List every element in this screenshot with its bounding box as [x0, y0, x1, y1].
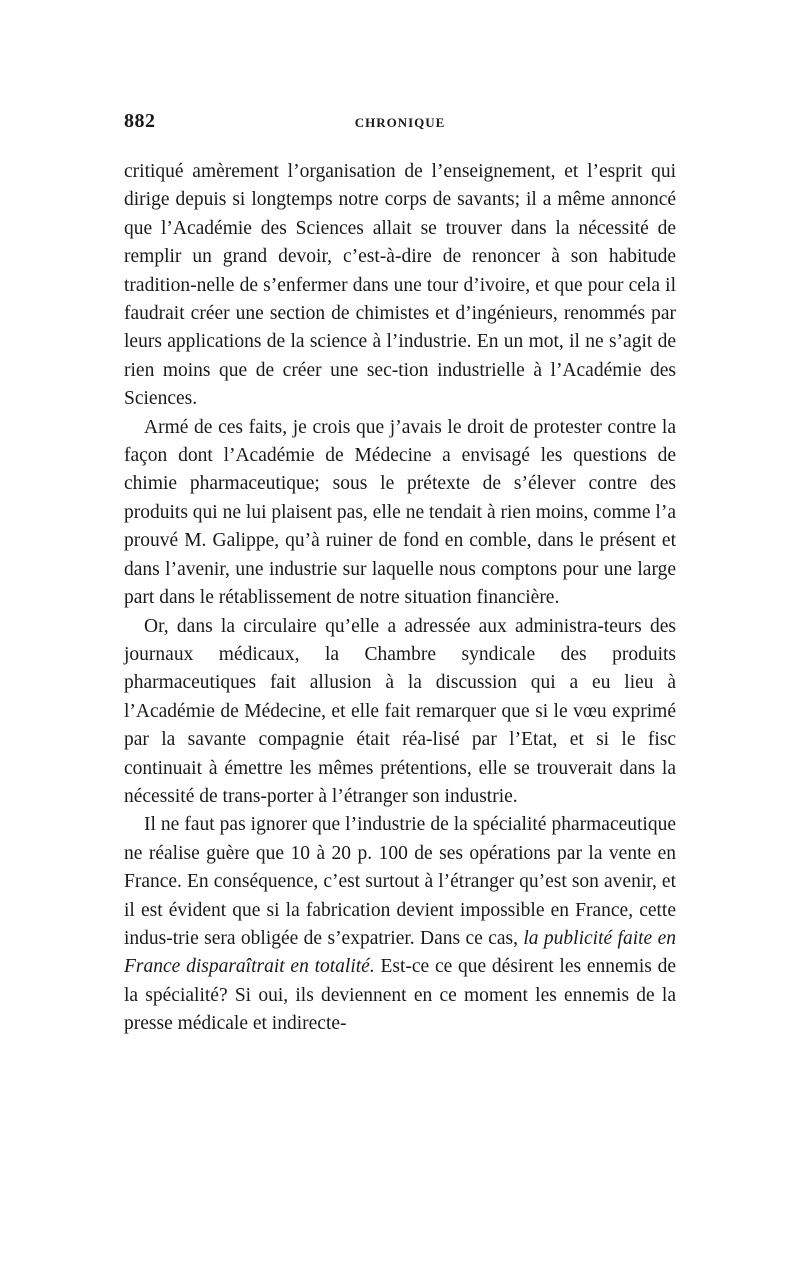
page-header	[124, 110, 676, 140]
running-head: CHRONIQUE	[354, 115, 446, 130]
paragraph-4	[124, 811, 676, 1038]
paragraph-1: critiqué amèrement l’organisation de l’enseignement, et l’esprit qui dirige depuis si longtemps notre corps de savants; il a même annoncé que l’Académie des Sciences allait se trouver dans la nécessité de remplir un grand devoir, c’est-à-dire de renoncer à son habitude tradition-nelle de s’enfermer dans une tour d’ivoire, et que pour cela il faudrait créer une section de chimistes et d’ingénieurs, renommés par leurs applications de la science à l’industrie. En un mot, il ne s’agit de rien moins que de créer une sec-tion industrielle à l’Académie des Sciences.	[124, 161, 676, 410]
paragraph-2: Armé de ces faits, je crois que j’avais le droit de protester contre la façon dont l’Académie de Médecine a envisagé les questions de chimie pharmaceutique; sous le prétexte de s’élever contre des produits qui ne lui plaisent pas, elle ne tendait à rien moins, comme l’a prouvé M. Galippe, qu’à ruiner de fond en comble, dans le présent et dans l’avenir, une industrie sur laquelle nous comptons pour une large part dans le rétablissement de notre situation financière.	[124, 416, 676, 609]
paragraph-4-italic-text: la publicité faite en France disparaîtrait en totalité.	[124, 927, 676, 978]
paragraph-4-text-before: Il ne faut pas ignorer que l’industrie de la spécialité pharmaceutique ne réalise guère que 10 à 20 p. 100 de ses opérations par la vente en France. En conséquence, c’est surtout à l’étranger qu’est son avenir, et il est évident que si la fabrication devient impossible en France, cette indus-trie sera obligée de s’expatrier. Dans ce cas,	[124, 814, 676, 949]
paragraph-4-text-after: Est-ce ce que désirent les ennemis de la spécialité? Si oui, ils deviennent en ce moment les ennemis de la presse médicale et indirecte-	[124, 956, 676, 1035]
page-number: 882	[124, 110, 156, 132]
paragraph-3: Or, dans la circulaire qu’elle a adressée aux administra-teurs des journaux médicaux, la Chambre syndicale des produits pharmaceutiques fait allusion à la discussion qui a eu lieu à l’Académie de Médecine, et elle fait remarquer que si le vœu exprimé par la savante compagnie était réa-lisé par l’Etat, et si le fisc continuait à émettre les mêmes prétentions, elle se trouverait dans la nécessité de trans-porter à l’étranger son industrie.	[124, 615, 676, 807]
body-text	[124, 158, 676, 1039]
